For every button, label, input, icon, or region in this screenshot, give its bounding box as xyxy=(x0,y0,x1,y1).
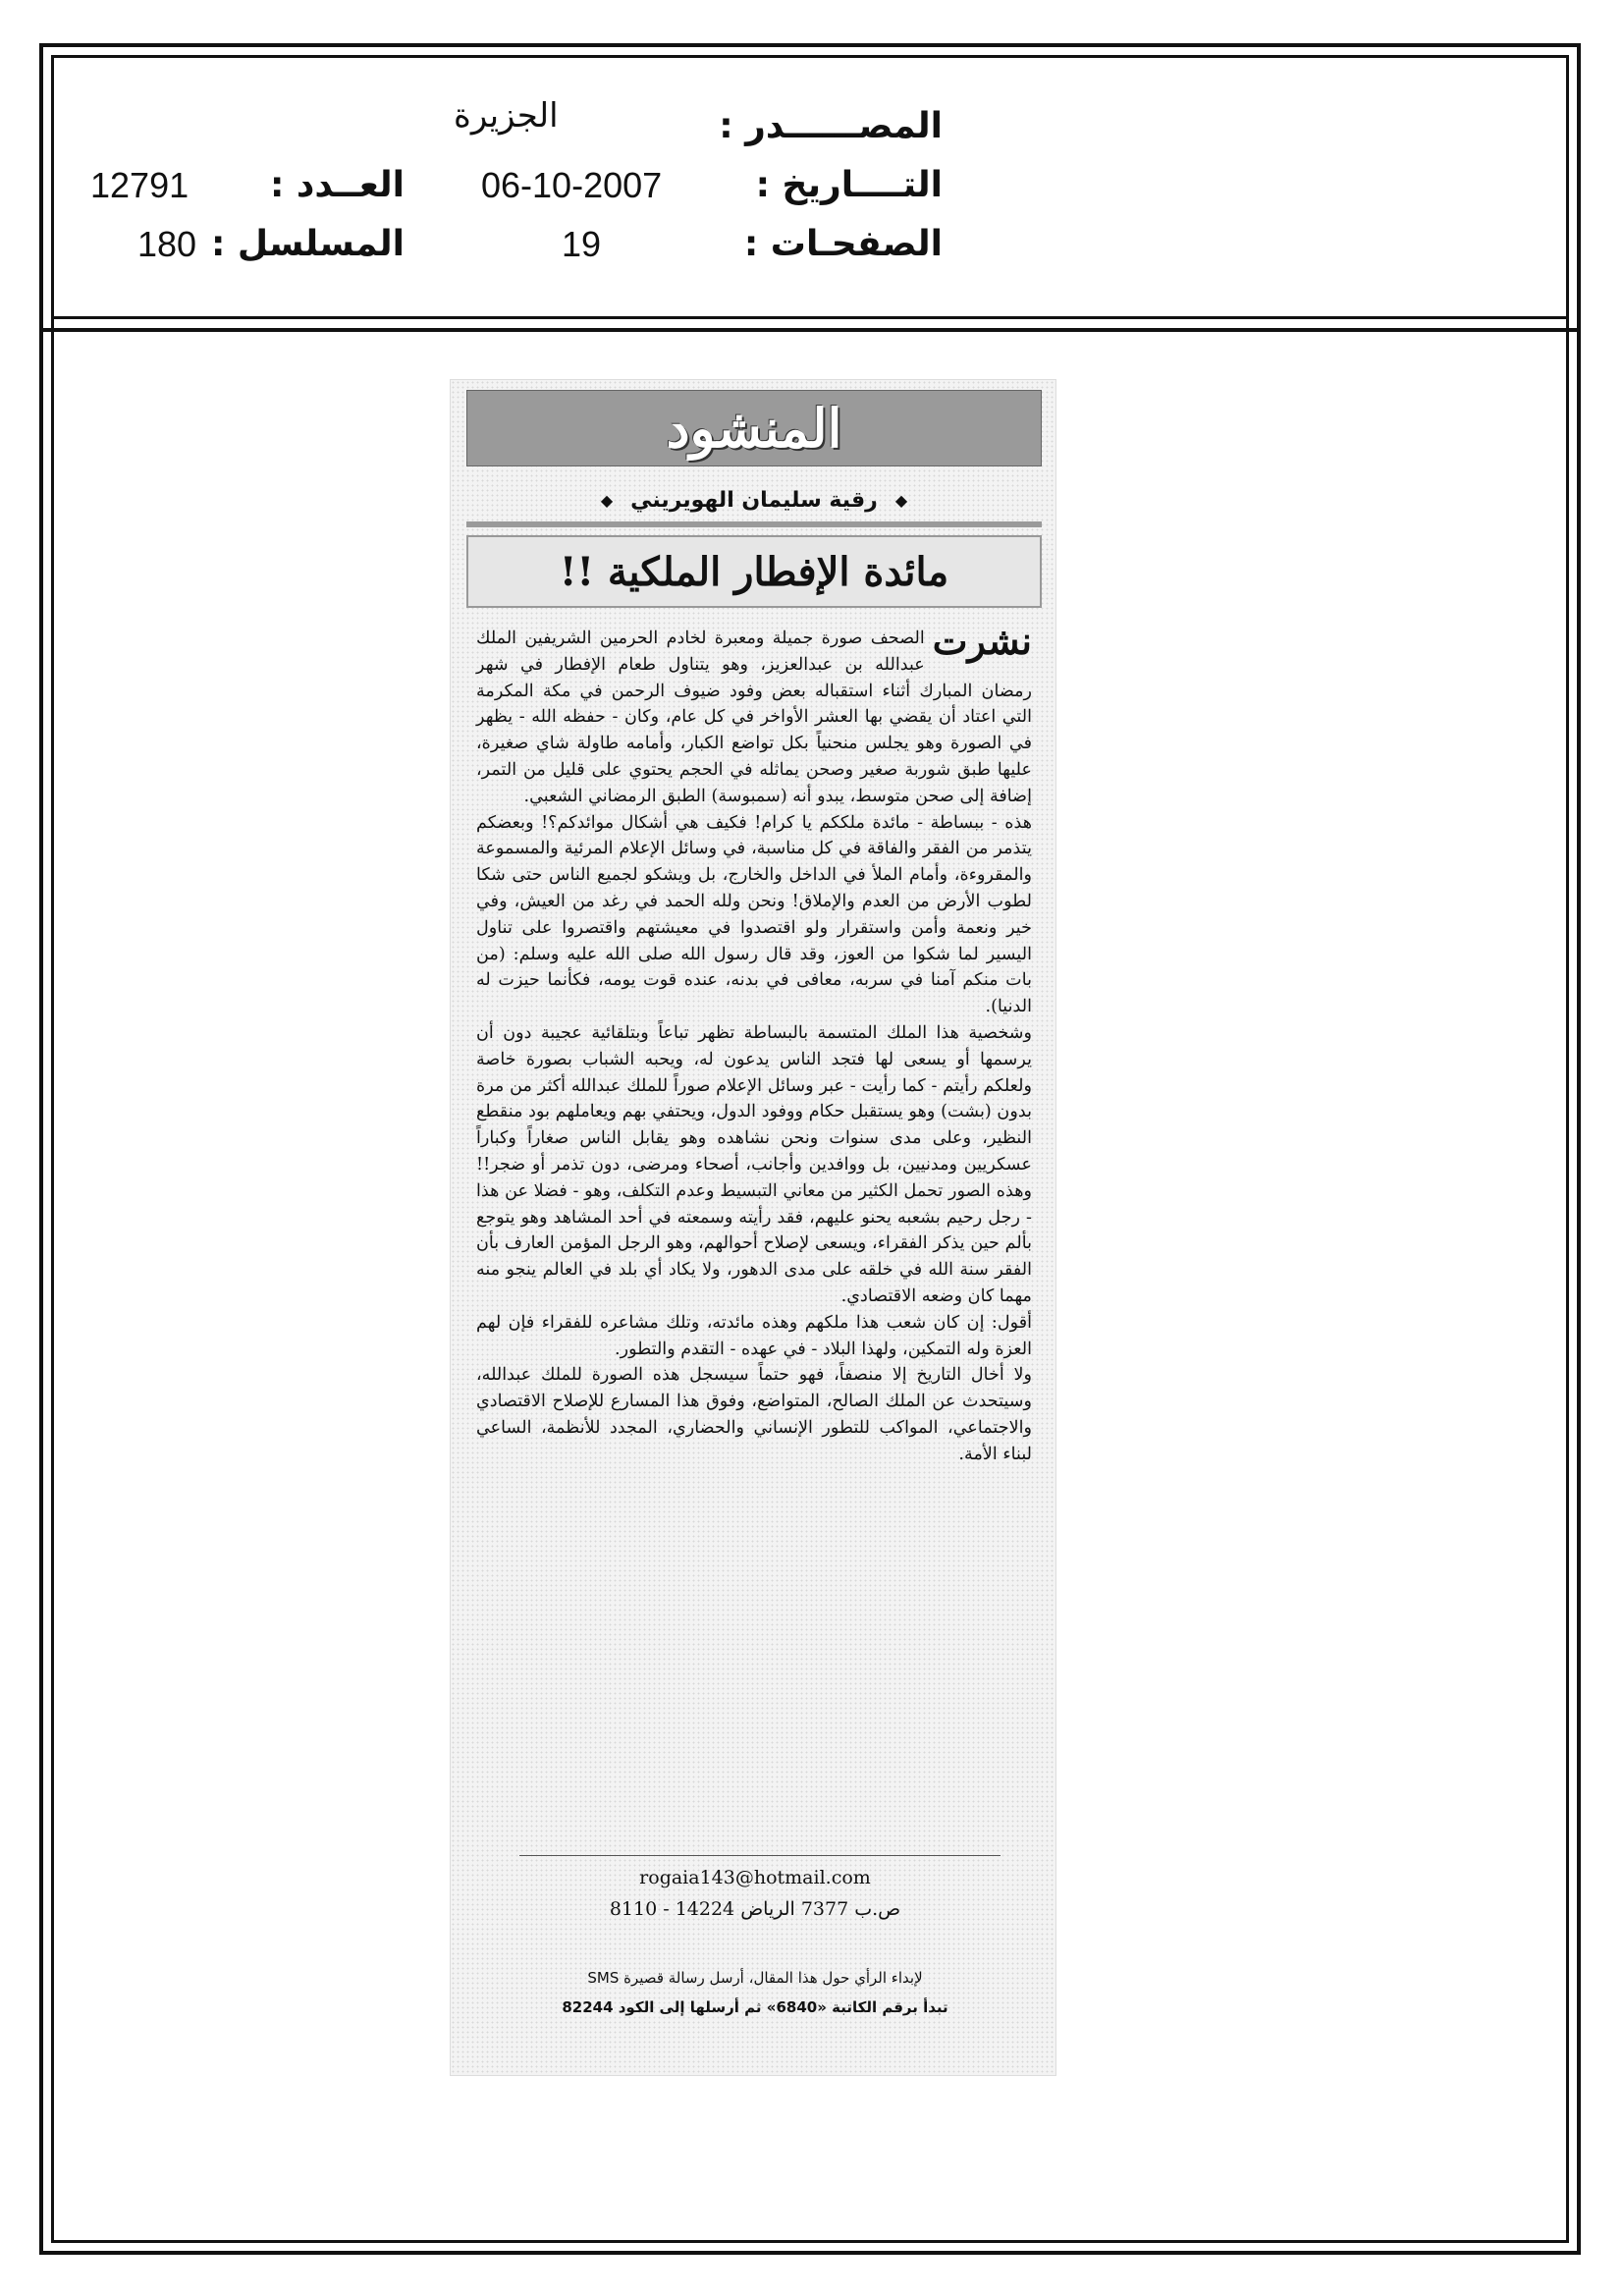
sms-instruction-2: تبدأ برقم الكاتبة «6840» ثم أرسلها إلى الكود 82244 xyxy=(562,1998,948,2016)
header-divider-outer xyxy=(39,328,1581,332)
column-masthead xyxy=(466,390,1042,466)
serial-value: 180 xyxy=(137,224,197,264)
date-label: التــــاريخ : xyxy=(755,165,943,205)
article-paragraph: ولا أخال التاريخ إلا منصفاً، فهو حتماً سيسجل هذه الصورة للملك عبدالله، وسيتحدث عن الملك الصالح، المتواضع، وفوق هذا المسارع للإصلاح الاقتصادي والاجتماعي، المواكب للتطور الإنساني والحضاري، المجدد للأنظمة، الساعي لبناء الأمة. xyxy=(476,1365,1032,1464)
footer-divider xyxy=(519,1855,1001,1856)
sms-instruction-1: لإبداء الرأي حول هذا المقال، أرسل رسالة قصيرة SMS xyxy=(587,1969,923,1987)
diamond-icon: ◆ xyxy=(600,490,614,510)
issue-value: 12791 xyxy=(90,165,189,205)
header-divider xyxy=(51,316,1569,319)
pages-label: الصفحـات : xyxy=(743,224,943,264)
newspaper-clipping xyxy=(450,379,1056,2076)
byline xyxy=(466,478,1042,527)
article-paragraph: هذه - ببساطة - مائدة ملككم يا كرام! فكيف هي أشكال موائدكم؟! وبعضكم يتذمر من الفقر والفاقة في كل مناسبة، في وسائل الإعلام المرئية والمسموعة والمقروءة، وأمام الملأ في الداخل والخارج، بل ويشكو لجميع الناس حتى شكا لطوب الأرض من العدم والإملاق! ونحن ولله الحمد في رغد من العيش، وفي خير ونعمة وأمن واستقرار ولو اقتصدوا في معيشتهم واقتصروا على تناول اليسير لما شكوا من العوز، وقد قال رسول الله صلى الله عليه وسلم: (من بات منكم آمنا في سربه، معافى في بدنه، عنده قوت يومه، فكأنما حيزت له الدنيا). xyxy=(476,812,1032,1017)
serial-label: المسلسل : xyxy=(210,224,405,264)
po-box: ص.ب 7377 الرياض 14224 - 8110 xyxy=(609,1898,901,1920)
diamond-icon: ◆ xyxy=(894,490,908,510)
source-label: المصــــــدر : xyxy=(719,106,943,146)
article-paragraph: أقول: إن كان شعب هذا ملكهم وهذه مائدته، وتلك مشاعره للفقراء فإن لهم العزة وله التمكين، ولهذا البلاد - في عهده - التقدم والتطور. xyxy=(476,1312,1032,1359)
article-paragraph: نشرت الصحف صورة جميلة ومعبرة لخادم الحرمين الشريفين الملك عبدالله بن عبدالعزيز، وهو يتناول طعام الإفطار في شهر رمضان المبارك أثناء استقباله بعض وفود ضيوف الرحمن في مكة المكرمة التي اعتاد أن يقضي بها العشر الأواخر في كل عام، وكان - حفظه الله - يظهر في الصورة وهو يجلس منحنياً بكل تواضع الكبار، وأمامه طاولة شاي صغيرة، عليها طبق شوربة صغير وصحن يماثله في الحجم يحتوي على قليل من التمر، إضافة إلى صحن متوسط، يبدو أنه (سمبوسة) الطبق الرمضاني الشعبي. xyxy=(476,619,1032,806)
column-title: المنشود xyxy=(666,397,842,460)
lead-word: نشرت xyxy=(932,619,1032,663)
article-paragraph: وشخصية هذا الملك المتسمة بالبساطة تظهر تباعاً وبتلقائية عجيبة دون أن يرسمها أو يسعى لها فتجد الناس يدعون له، ويحبه الشباب بصورة خاصة ولعلكم رأيتم - كما رأيت - عبر وسائل الإعلام صوراً للملك عبدالله أكثر من مرة بدون (بشت) وهو يستقبل حكام ووفود الدول، ويحتفي بهم ويعاملهم بود منقطع النظير، وعلى مدى سنوات ونحن نشاهده وهو يقابل الناس صغاراً وكباراً عسكريين ومدنيين، بل ووافدين وأجانب، أصحاء ومرضى، دون تذمر أو ضجر!! وهذه الصور تحمل الكثير من معاني التبسيط وعدم التكلف، وهو - فضلا عن هذا - رجل رحيم بشعبه يحنو عليهم، فقد رأيته وسمعته في أحد المشاهد وهو يتوجع بألم حين يذكر الفقراء، ويسعى لإصلاح أحوالهم، وهو الرجل المؤمن العارف بأن الفقر سنة الله في خلقه على مدى الدهور، ولا يكاد أي بلد في العالم ينجو منه مهما كان وضعه الاقتصادي. xyxy=(476,1022,1032,1306)
article-body xyxy=(476,619,1032,1468)
author-email: rogaia143@hotmail.com xyxy=(639,1867,871,1888)
author-name: رقية سليمان الهويريني xyxy=(630,487,878,513)
date-value: 06-10-2007 xyxy=(481,165,663,205)
issue-label: العــدد : xyxy=(270,165,405,205)
article-headline: مائدة الإفطار الملكية !! xyxy=(466,535,1042,608)
pages-value: 19 xyxy=(562,224,602,264)
source-value: الجزيرة xyxy=(454,96,559,136)
